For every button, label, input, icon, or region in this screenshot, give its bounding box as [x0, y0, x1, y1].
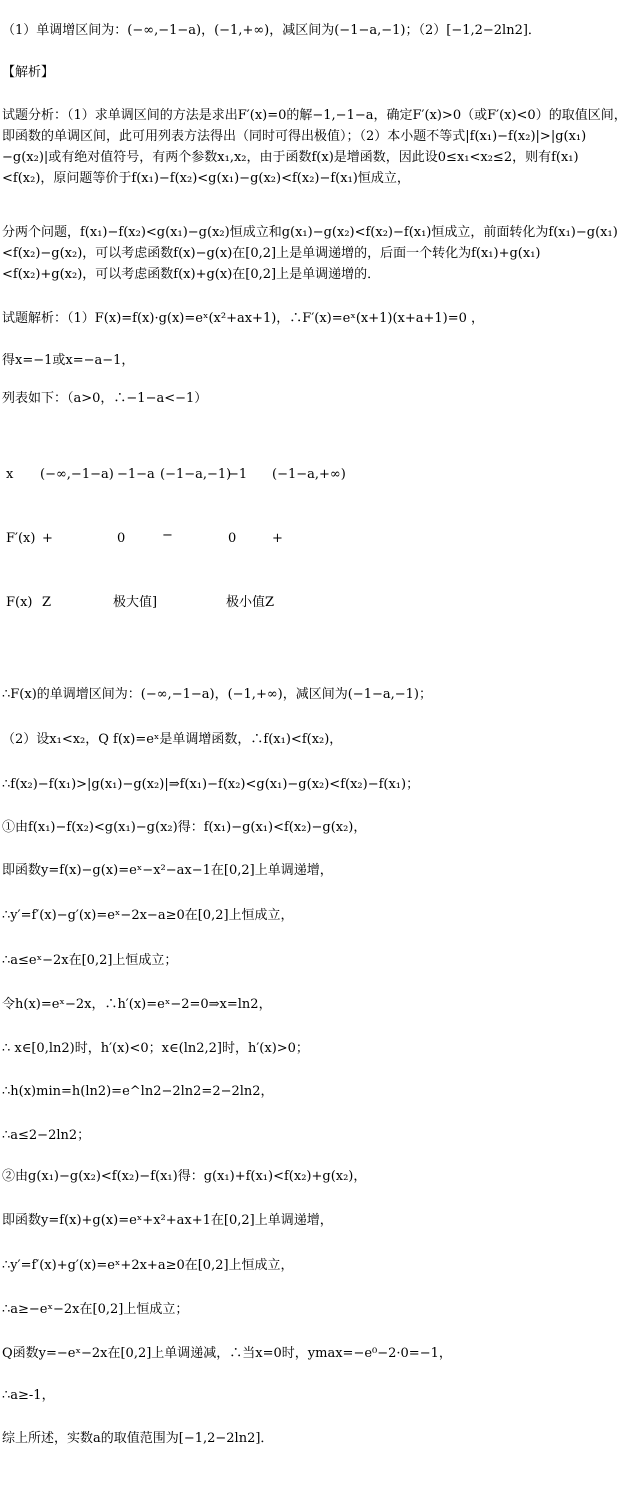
table-cell: +: [272, 531, 283, 546]
table-cell: 极小值Z: [226, 595, 275, 610]
proof-line: 令h(x)=eˣ−2x，∴h′(x)=eˣ−2=0⇒x=ln2，: [2, 997, 272, 1012]
proof-line: ②由g(x₁)−g(x₂)<f(x₂)−f(x₁)得：g(x₁)+f(x₁)<f(x₂)+g(x₂)，: [2, 1169, 367, 1184]
proof-line: （2）设x₁<x₂，Q f(x)=eˣ是单调增函数，∴f(x₁)<f(x₂)，: [2, 732, 343, 747]
table-cell: (−∞,−1−a): [40, 467, 114, 482]
table-cell: −: [162, 528, 173, 543]
proof-line: ∴ x∈[0,ln2)时，h′(x)<0；x∈(ln2,2]时，h′(x)>0；: [2, 1041, 309, 1056]
proof-line: ①由f(x₁)−f(x₂)<g(x₁)−g(x₂)得：f(x₁)−g(x₁)<f(x₂)−g(x₂)，: [2, 820, 367, 835]
solution-line: 试题解析：（1）F(x)=f(x)·g(x)=eˣ(x²+ax+1)，∴F′(x)=eˣ(x+1)(x+a+1)=0 ，: [2, 311, 485, 326]
table-cell: +: [42, 531, 53, 546]
table-cell: 0: [228, 531, 237, 546]
analysis-intro-paragraph: 试题分析：（1）求单调区间的方法是求出F′(x)=0的解−1,−1−a，确定F′(x)>0（或F′(x)<0）的取值区间，即函数的单调区间，此可用列表方法得出（同时可得出极值）；（2）本小题不等式|f(x₁)−f(x₂)|>|g(x₁)−g(x₂)|或有绝对值符号，有两个参数x₁,x₂，由于函数f(x)是增函数，因此设0≤x₁<x₂≤2，则有f(x₁)<f(x₂)，原问题等价于f(x₁)−f(x₂)<g(x₁)−g(x₂)<f(x₂)−f(x₁)恒成立，: [2, 108, 627, 186]
table-cell: −1−a: [117, 467, 155, 482]
solution-line: 得x=−1或x=−a−1，: [2, 353, 135, 368]
table-cell: (−1−a,+∞): [272, 467, 346, 482]
proof-line: 即函数y=f(x)+g(x)=eˣ+x²+ax+1在[0,2]上单调递增，: [2, 1213, 333, 1228]
proof-line: 即函数y=f(x)−g(x)=eˣ−x²−ax−1在[0,2]上单调递增，: [2, 863, 333, 878]
table-cell: F′(x): [6, 531, 36, 546]
proof-line: ∴a≤2−2ln2；: [2, 1128, 91, 1143]
table-cell: 极大值]: [113, 595, 158, 610]
proof-line: Q函数y=−eˣ−2x在[0,2]上单调递减，∴当x=0时，ymax=−e⁰−2·0=−1，: [2, 1346, 452, 1361]
proof-line: ∴a≥-1，: [2, 1388, 55, 1403]
proof-line: ∴y′=f′(x)+g′(x)=eˣ+2x+a≥0在[0,2]上恒成立，: [2, 1258, 294, 1273]
analysis-split-paragraph: 分两个问题，f(x₁)−f(x₂)<g(x₁)−g(x₂)恒成立和g(x₁)−g(x₂)<f(x₂)−f(x₁)恒成立，前面转化为f(x₁)−g(x₁)<f(x₂)−g(x₂)，可以考虑函数f(x)−g(x)在[0,2]上是单调递增的，后面一个转化为f(x₁)+g(x₁)<f(x₂)+g(x₂)，可以考虑函数f(x)+g(x)在[0,2]上是单调递增的．: [2, 225, 618, 282]
answer-line: （1）单调增区间为：(−∞,−1−a)，(−1,+∞)，减区间为(−1−a,−1)；（2）[−1,2−2ln2]．: [2, 23, 541, 38]
table-cell: −1: [228, 467, 248, 482]
analysis-heading: 【解析】: [2, 65, 55, 80]
table-cell: (−1−a,−1): [160, 467, 232, 482]
table-cell: F(x): [6, 595, 33, 610]
proof-line: ∴h(x)min=h(ln2)=e^ln2−2ln2=2−2ln2，: [2, 1084, 274, 1099]
proof-line: ∴F(x)的单调增区间为：(−∞,−1−a)，(−1,+∞)，减区间为(−1−a,−1)；: [2, 687, 432, 702]
table-cell: x: [6, 467, 14, 482]
proof-line: ∴a≥−eˣ−2x在[0,2]上恒成立；: [2, 1302, 189, 1317]
proof-line: ∴f(x₂)−f(x₁)>|g(x₁)−g(x₂)|⇒f(x₁)−f(x₂)<g(x₁)−g(x₂)<f(x₂)−f(x₁)；: [2, 777, 420, 792]
proof-line: 综上所述，实数a的取值范围为[−1,2−2ln2]．: [2, 1431, 274, 1446]
table-cell: Z: [42, 595, 52, 610]
proof-line: ∴a≤eˣ−2x在[0,2]上恒成立；: [2, 953, 178, 968]
solution-line: 列表如下：（a>0，∴−1−a<−1）: [2, 391, 208, 406]
proof-line: ∴y′=f′(x)−g′(x)=eˣ−2x−a≥0在[0,2]上恒成立，: [2, 908, 294, 923]
table-cell: 0: [117, 531, 126, 546]
